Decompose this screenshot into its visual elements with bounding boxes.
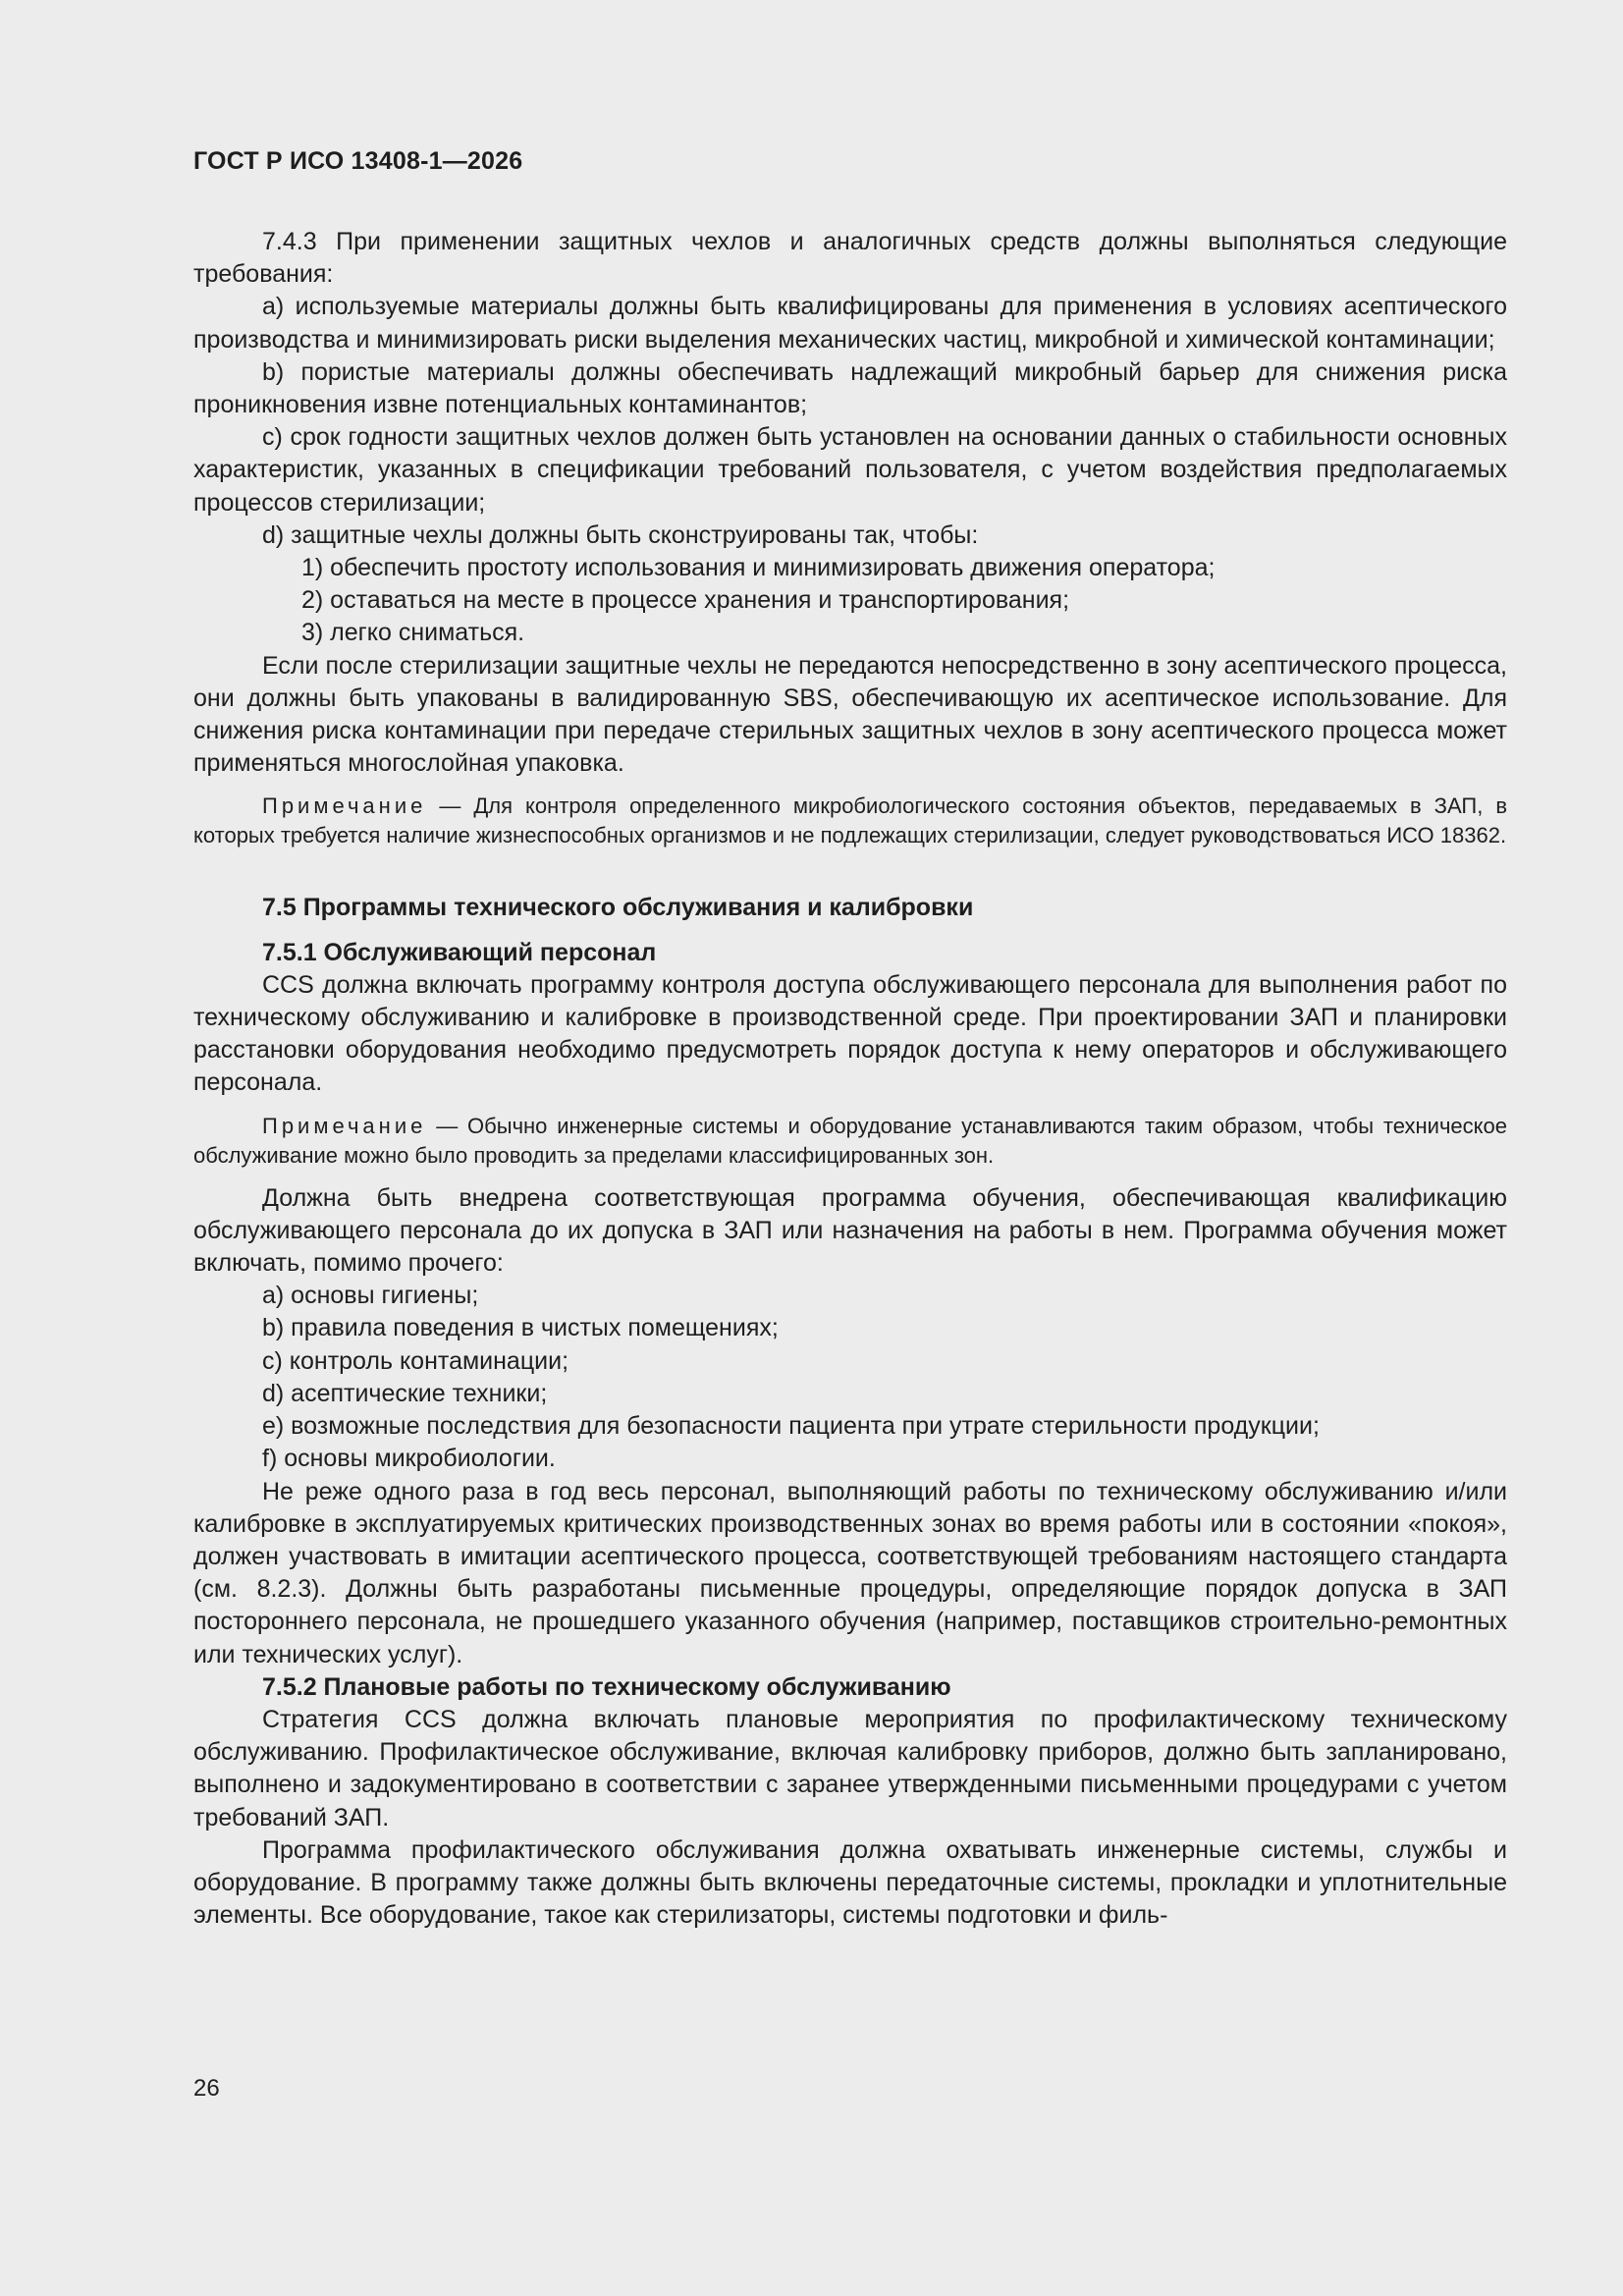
list-item: b) правила поведения в чистых помещениях; (262, 1314, 779, 1342)
list-item: f) основы микробиологии. (262, 1445, 556, 1473)
list-item: e) возможные последствия для безопасности пациента при утрате стерильности продукции; (262, 1412, 1320, 1441)
list-item: c) срок годности защитных чехлов должен быть установлен на основании данных о стабильности основных характеристик, указанных в спецификации требований пользователя, с учетом воздействия предполагаемых процессов стерилизации; (193, 423, 1507, 517)
paragraph-7-4-3: 7.4.3 При применении защитных чехлов и аналогичных средств должны выполняться следующие требования: (193, 228, 1507, 289)
paragraph: Не реже одного раза в год весь персонал, выполняющий работы по техническому обслуживанию и/или калибровке в эксплуатируемых критических производственных зонах во время работы или в состоянии «покоя», должен участвовать в имитации асептического процесса, соответствующей требованиям настоящего стандарта (см. 8.2.3). Должны быть разработаны письменные процедуры, определяющие порядок допуска в ЗАП постороннего персонала, не прошедшего указанного обучения (например, поставщиков строительно-ремонтных или технических услуг). (193, 1477, 1507, 1668)
note (193, 1112, 1507, 1171)
sublist-item: 2) оставаться на месте в процессе хранения и транспортирования; (301, 586, 1070, 615)
sublist-item: 1) обеспечить простоту использования и минимизировать движения оператора; (301, 554, 1216, 582)
list-item: b) пористые материалы должны обеспечивать надлежащий микробный барьер для снижения риска проникновения извне потенциальных контаминантов; (193, 357, 1507, 419)
list-item: a) основы гигиены; (262, 1282, 479, 1310)
subsection-heading-7-5-1: 7.5.1 Обслуживающий персонал (262, 938, 657, 966)
page-number: 26 (193, 2075, 220, 2102)
paragraph: Если после стерилизации защитные чехлы не передаются непосредственно в зону асептического процесса, они должны быть упакованы в валидированную SBS, обеспечивающую их асептическое использование. Для снижения риска контаминации при передаче стерильных защитных чехлов в зону асептического процесса может применяться многослойная упаковка. (193, 651, 1507, 778)
list-item: d) защитные чехлы должны быть сконструированы так, чтобы: (262, 520, 979, 549)
paragraph: Должна быть внедрена соответствующая программа обучения, обеспечивающая квалификацию обслуживающего персонала до их допуска в ЗАП или назначения на работы в нем. Программа обучения может включать, помимо прочего: (193, 1183, 1507, 1278)
note-label: Примечание (262, 793, 427, 819)
document-body (193, 226, 1507, 1932)
note-text: — Для контроля определенного микробиологического состояния объектов, передаваемых в ЗАП, в которых требуется наличие жизнеспособных организмов и не подлежащих стерилизации, следует руководствоваться ИСО 18362. (193, 793, 1507, 848)
sublist-item: 3) легко сниматься. (301, 619, 525, 647)
paragraph: Стратегия CCS должна включать плановые мероприятия по профилактическому техническому обслуживанию. Профилактическое обслуживание, включая калибровку приборов, должно быть запланировано, выполнено и задокументировано в соответствии с заранее утвержденными письменными процедурами с учетом требований ЗАП. (193, 1705, 1507, 1831)
paragraph: Программа профилактического обслуживания должна охватывать инженерные системы, службы и оборудование. В программу также должны быть включены передаточные системы, прокладки и уплотнительные элементы. Все оборудование, такое как стерилизаторы, системы подготовки и филь- (193, 1835, 1507, 1930)
document-header: ГОСТ Р ИСО 13408-1—2026 (193, 147, 523, 175)
note-label: Примечание (262, 1113, 427, 1138)
note-text: — Обычно инженерные системы и оборудование устанавливаются таким образом, чтобы техническое обслуживание можно было проводить за пределами классифицированных зон. (193, 1113, 1507, 1168)
list-item: a) используемые материалы должны быть квалифицированы для применения в условиях асептического производства и минимизировать риски выделения механических частиц, микробной и химической контаминации; (193, 293, 1507, 354)
list-item: d) асептические техники; (262, 1379, 548, 1407)
section-heading-7-5: 7.5 Программы технического обслуживания и калибровки (262, 894, 974, 922)
note (193, 792, 1507, 850)
paragraph: CCS должна включать программу контроля доступа обслуживающего персонала для выполнения работ по техническому обслуживанию и калибровке в производственной среде. При проектировании ЗАП и планировки расстановки оборудования необходимо предусмотреть порядок доступа к нему операторов и обслуживающего персонала. (193, 970, 1507, 1097)
list-item: c) контроль контаминации; (262, 1346, 569, 1375)
subsection-heading-7-5-2: 7.5.2 Плановые работы по техническому обслуживанию (262, 1672, 951, 1701)
